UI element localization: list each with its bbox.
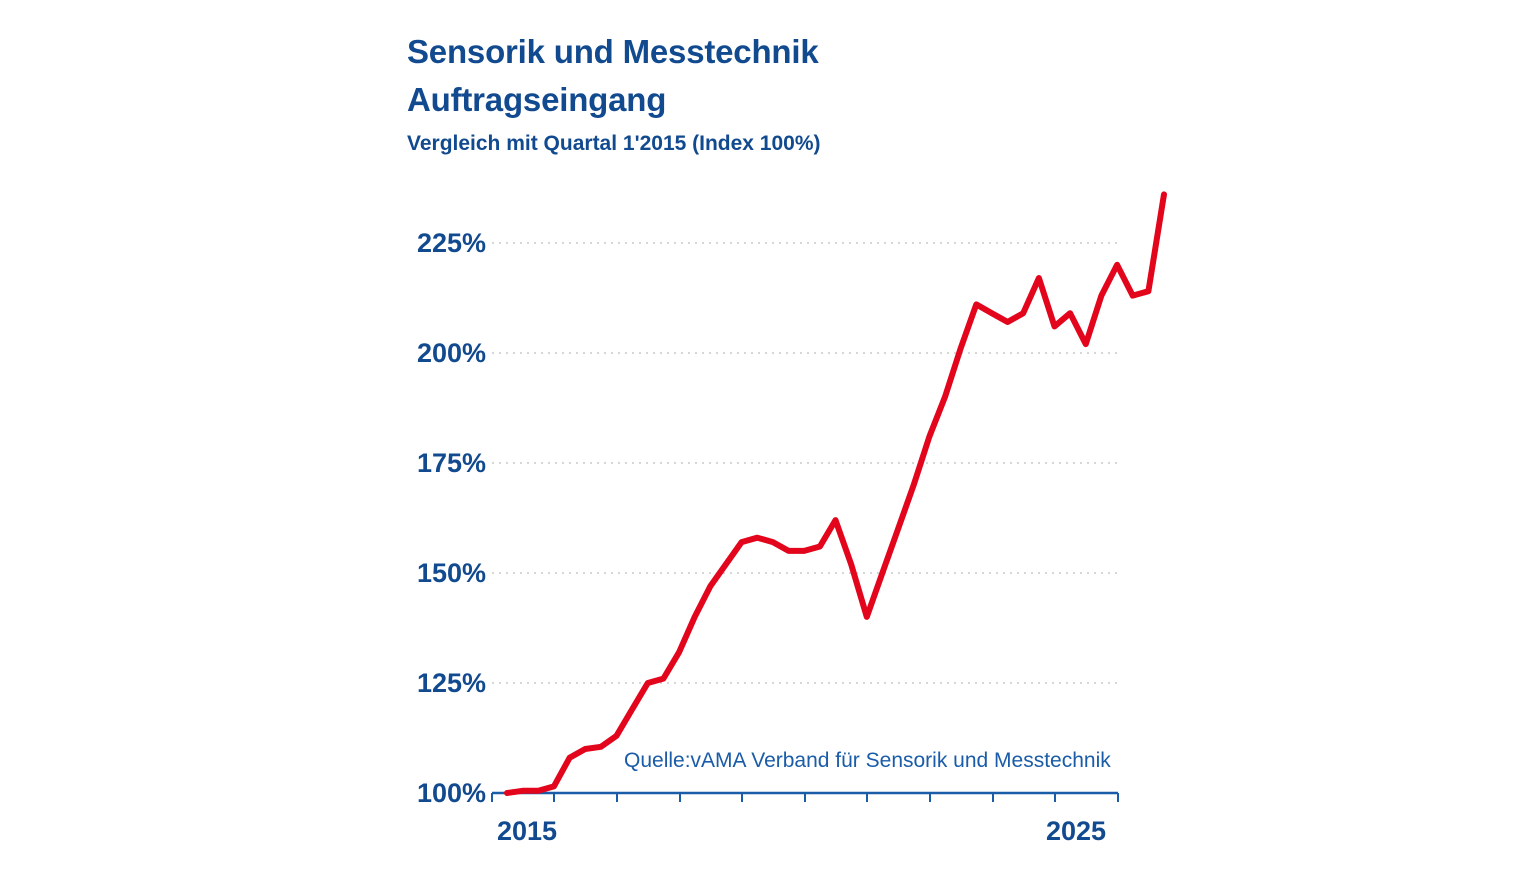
- y-axis-label-175: 175%: [416, 448, 486, 478]
- source-note: Quelle:vAMA Verband für Sensorik und Messtechnik: [624, 749, 1111, 772]
- x-axis-label-2025: 2025: [1046, 816, 1107, 846]
- x-axis-ticks: [492, 793, 1118, 802]
- y-axis-label-100: 100%: [416, 778, 486, 808]
- data-line-auftragseingang: [507, 194, 1164, 793]
- y-axis-label-125: 125%: [416, 668, 486, 698]
- y-axis-label-225: 225%: [416, 228, 486, 258]
- page-title-line2: Auftragseingang: [407, 80, 667, 118]
- x-axis-label-2015: 2015: [497, 816, 558, 846]
- page-title-line1: Sensorik und Messtechnik: [407, 33, 819, 70]
- y-axis-label-200: 200%: [416, 338, 486, 368]
- page-subtitle: Vergleich mit Quartal 1'2015 (Index 100%): [407, 131, 821, 155]
- y-axis-label-150: 150%: [416, 558, 486, 588]
